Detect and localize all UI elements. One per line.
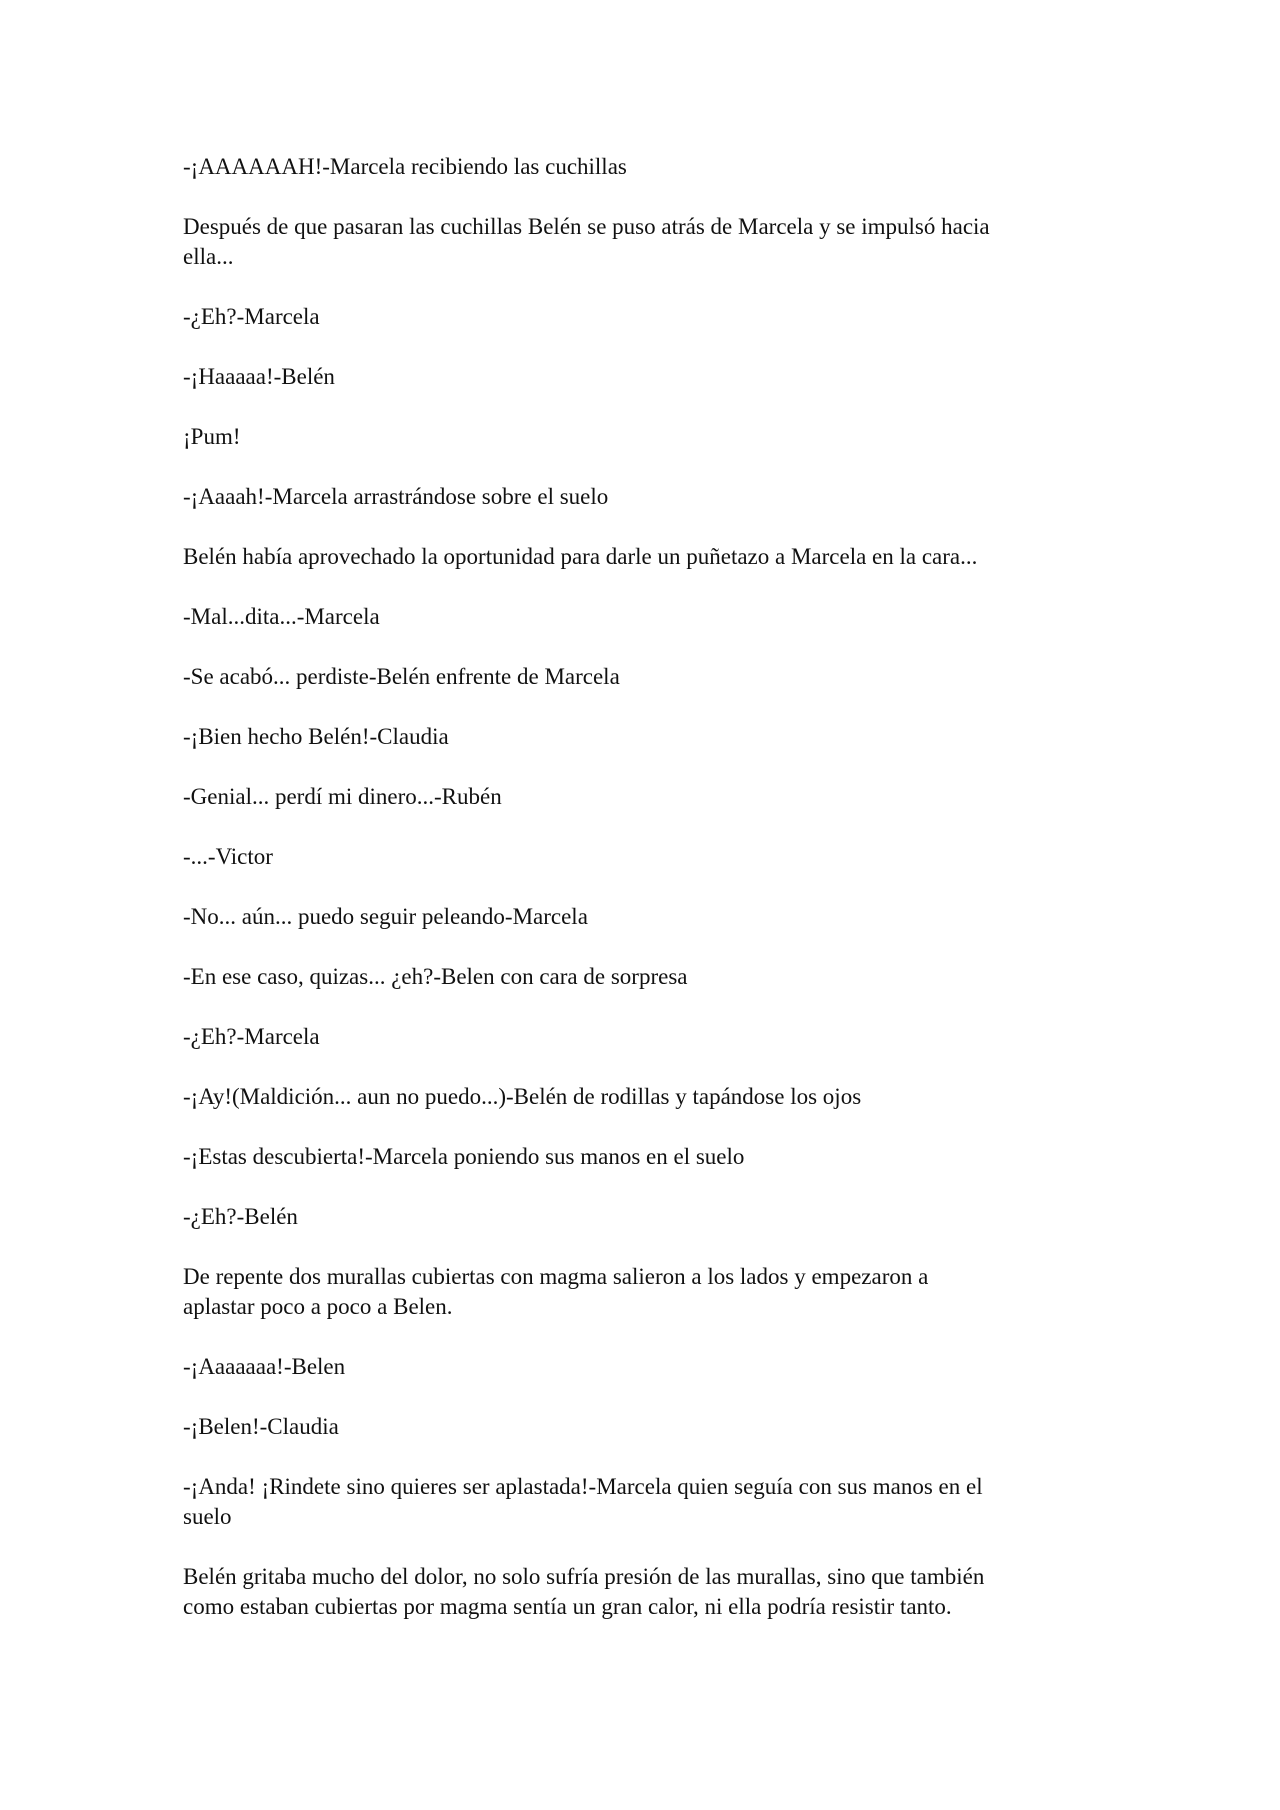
paragraph — [183, 782, 1183, 812]
text-line: como estaban cubiertas por magma sentía un gran calor, ni ella podría resistir tanto. — [183, 1594, 952, 1619]
text-line: -¡Belen!-Claudia — [183, 1414, 339, 1439]
paragraph — [183, 152, 1183, 182]
paragraph — [183, 962, 1183, 992]
text-line: -¡Estas descubierta!-Marcela poniendo sus manos en el suelo — [183, 1144, 745, 1169]
document-body — [183, 152, 1183, 1652]
text-line: -¡Aaaaaaa!-Belen — [183, 1354, 346, 1379]
text-line: -¡AAAAAAH!-Marcela recibiendo las cuchillas — [183, 154, 627, 179]
paragraph — [183, 1022, 1183, 1052]
text-line: Después de que pasaran las cuchillas Belén se puso atrás de Marcela y se impulsó hacia — [183, 214, 990, 239]
text-line: De repente dos murallas cubiertas con magma salieron a los lados y empezaron a — [183, 1264, 929, 1289]
text-line: -¿Eh?-Belén — [183, 1204, 298, 1229]
text-line: -¡Anda! ¡Rindete sino quieres ser aplastada!-Marcela quien seguía con sus manos en el — [183, 1474, 983, 1499]
text-line: -¿Eh?-Marcela — [183, 1024, 320, 1049]
text-line: -¡Bien hecho Belén!-Claudia — [183, 724, 449, 749]
paragraph — [183, 362, 1183, 392]
text-line: -Genial... perdí mi dinero...-Rubén — [183, 784, 502, 809]
paragraph — [183, 1082, 1183, 1112]
text-line: -En ese caso, quizas... ¿eh?-Belen con cara de sorpresa — [183, 964, 688, 989]
paragraph — [183, 842, 1183, 872]
text-line: ¡Pum! — [183, 424, 241, 449]
text-line: ella... — [183, 244, 234, 269]
text-line: Belén había aprovechado la oportunidad para darle un puñetazo a Marcela en la cara... — [183, 544, 978, 569]
paragraph — [183, 1202, 1183, 1232]
text-line: aplastar poco a poco a Belen. — [183, 1294, 453, 1319]
text-line: -¡Ay!(Maldición... aun no puedo...)-Belén de rodillas y tapándose los ojos — [183, 1084, 862, 1109]
paragraph — [183, 902, 1183, 932]
paragraph — [183, 542, 1183, 572]
paragraph — [183, 1562, 1183, 1622]
text-line: suelo — [183, 1504, 232, 1529]
text-line: Belén gritaba mucho del dolor, no solo sufría presión de las murallas, sino que también — [183, 1564, 985, 1589]
paragraph — [183, 422, 1183, 452]
paragraph — [183, 212, 1183, 272]
text-line: -¡Aaaah!-Marcela arrastrándose sobre el suelo — [183, 484, 609, 509]
paragraph — [183, 662, 1183, 692]
paragraph — [183, 302, 1183, 332]
paragraph — [183, 1412, 1183, 1442]
paragraph — [183, 1472, 1183, 1532]
paragraph — [183, 482, 1183, 512]
paragraph — [183, 722, 1183, 752]
text-line: -¿Eh?-Marcela — [183, 304, 320, 329]
paragraph — [183, 602, 1183, 632]
text-line: -¡Haaaaa!-Belén — [183, 364, 335, 389]
text-line: -...-Victor — [183, 844, 273, 869]
paragraph — [183, 1262, 1183, 1322]
paragraph — [183, 1142, 1183, 1172]
text-line: -Mal...dita...-Marcela — [183, 604, 380, 629]
paragraph — [183, 1352, 1183, 1382]
text-line: -Se acabó... perdiste-Belén enfrente de Marcela — [183, 664, 620, 689]
text-line: -No... aún... puedo seguir peleando-Marcela — [183, 904, 588, 929]
